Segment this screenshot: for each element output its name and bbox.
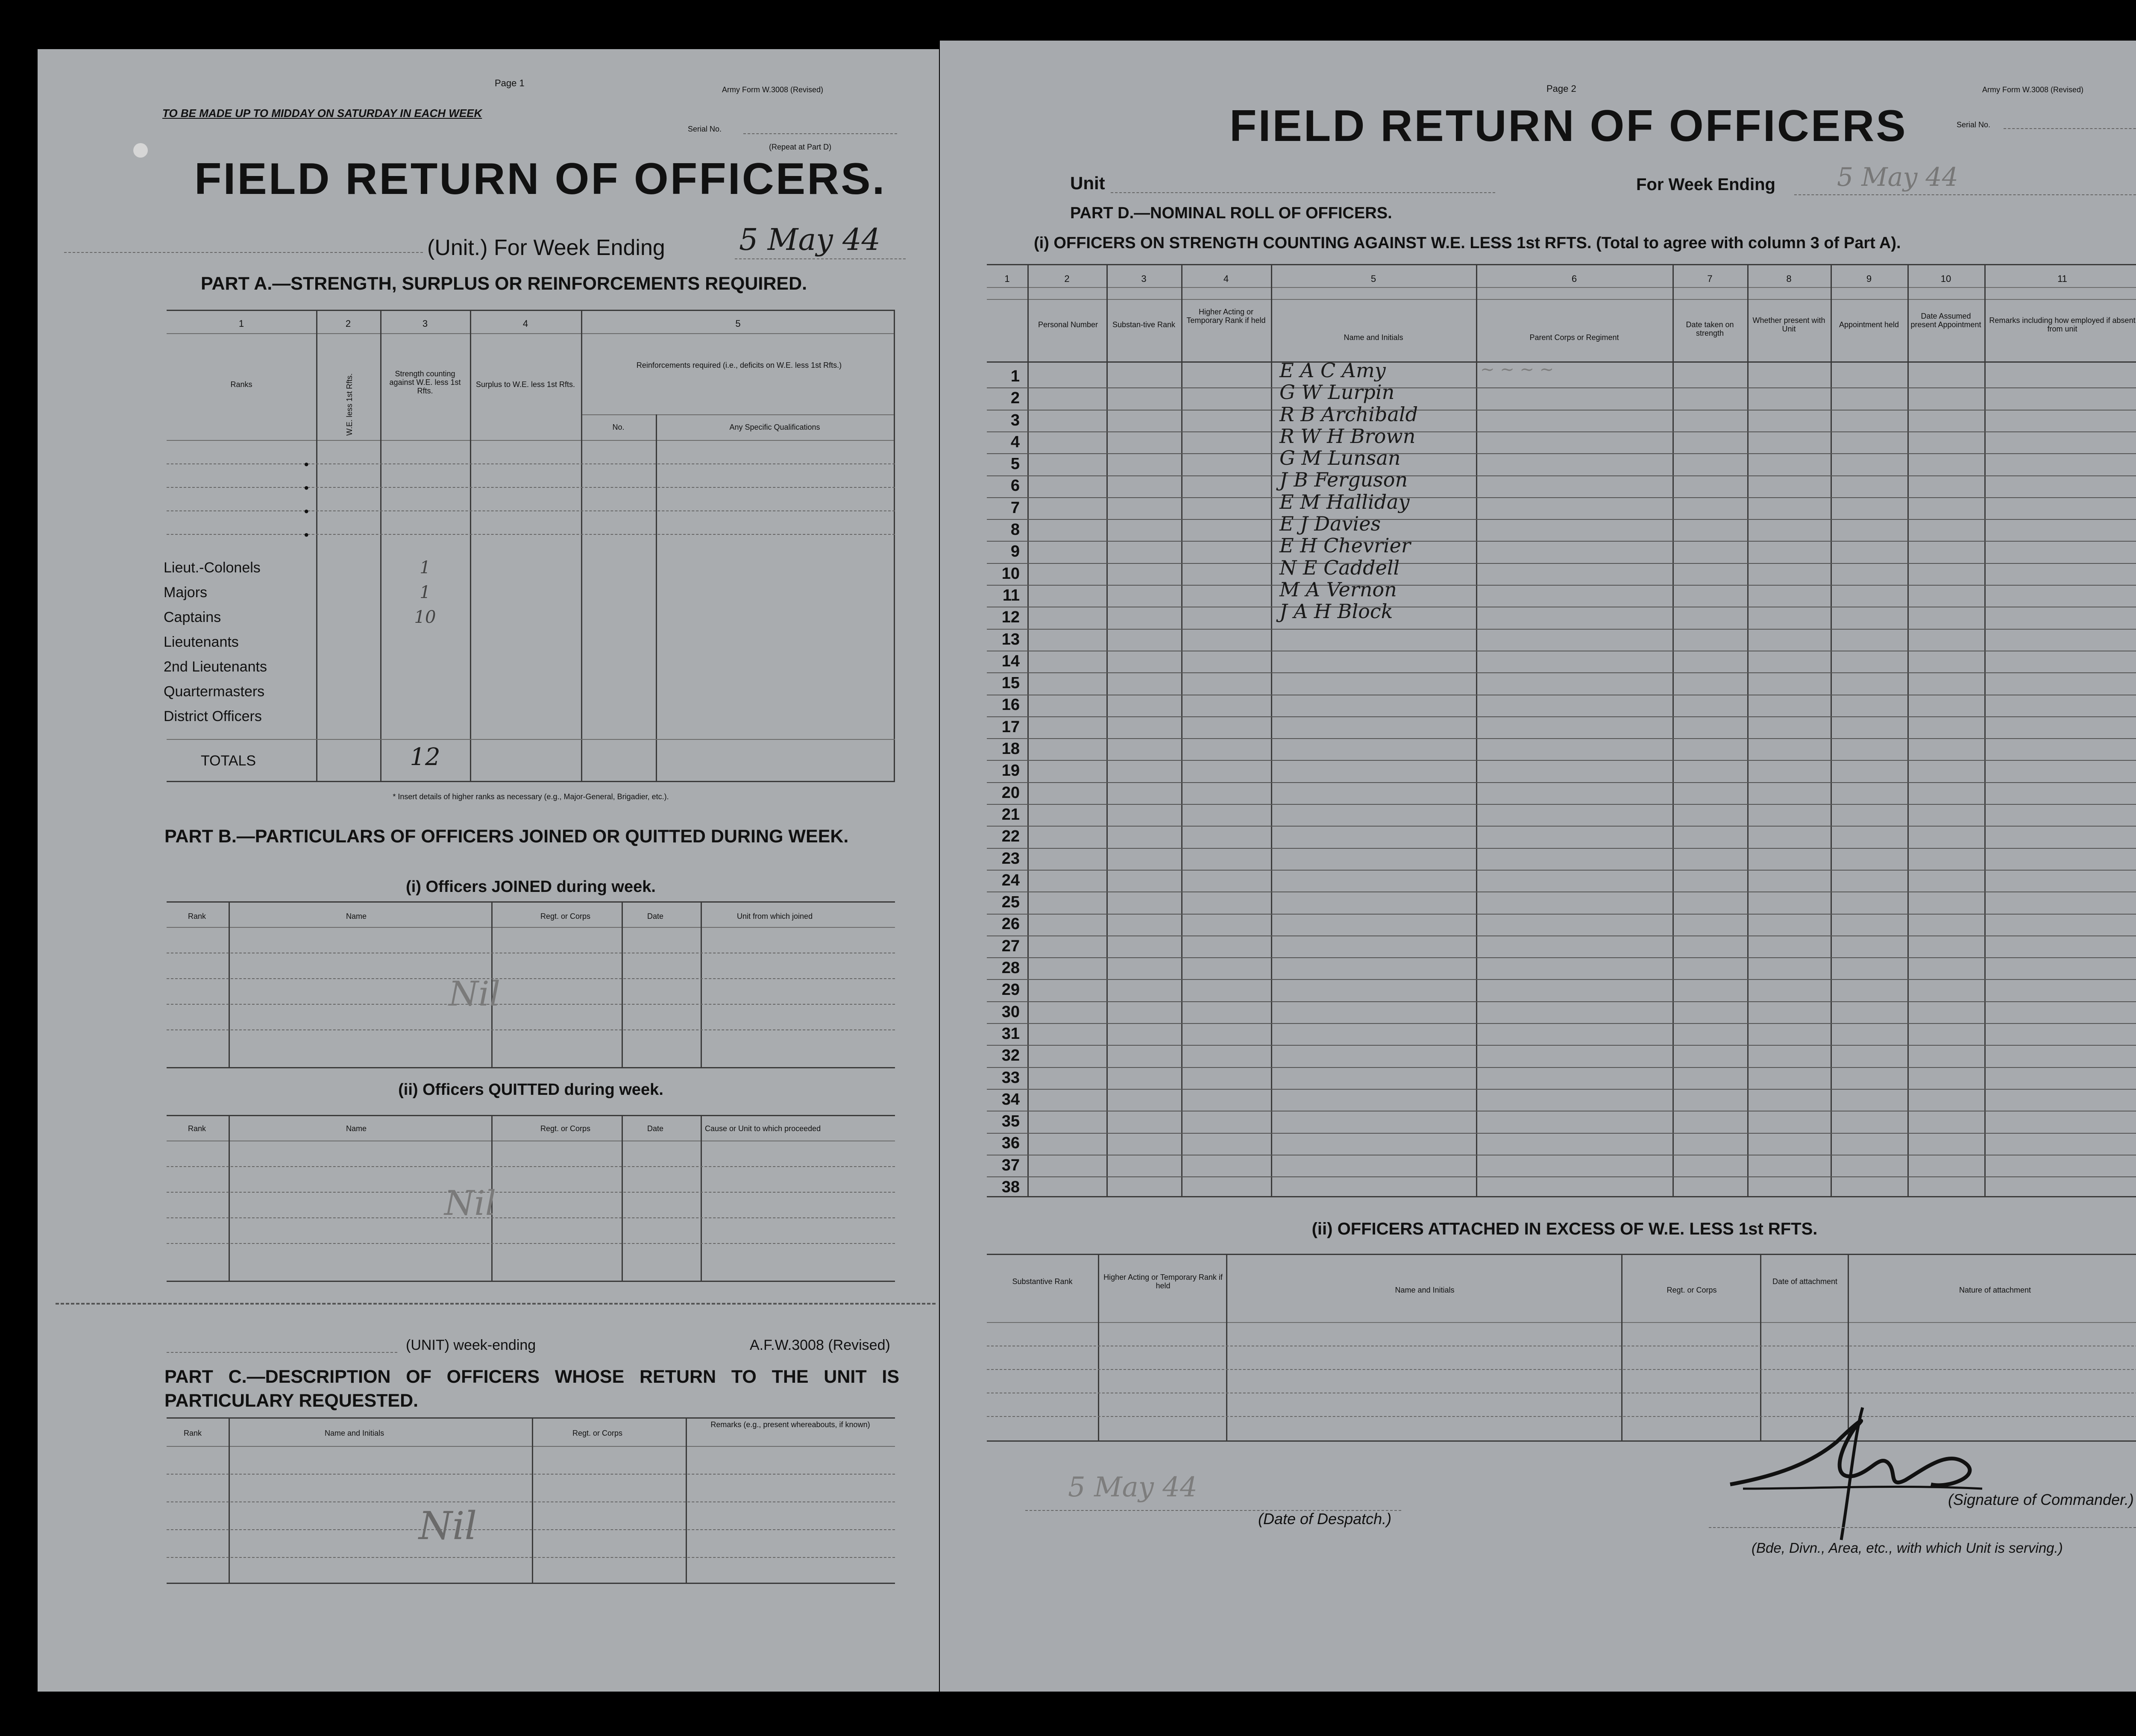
row-rule [987, 541, 2136, 542]
part-d-number-rule [987, 287, 2136, 288]
part-d-col-num: 7 [1707, 273, 1713, 284]
row-rule [987, 410, 2136, 411]
week-ending-value: 5 May 44 [1837, 162, 1958, 192]
part-d-col-line [1907, 264, 1909, 1196]
row-rule [987, 453, 2136, 454]
col-date-taken: Date taken on strength [1686, 320, 1734, 337]
quitted-col-line [701, 1115, 702, 1281]
part-c-row-line [167, 1501, 895, 1502]
row-rule [987, 563, 2136, 564]
strength-value: 1 [420, 583, 431, 602]
row-rule [987, 848, 2136, 849]
row-number: 33 [1001, 1068, 1020, 1087]
unit-week-label: (Unit.) For Week Ending [427, 235, 665, 260]
page-1-title: FIELD RETURN OF OFFICERS. [194, 154, 886, 204]
part-a-col-2-line [316, 310, 317, 782]
row-number: 18 [1001, 740, 1020, 758]
page-2-label: Page 2 [1546, 83, 1576, 94]
row-number: 25 [1001, 893, 1020, 912]
row-number: 9 [1010, 542, 1020, 561]
part-d-col-num: 10 [1940, 273, 1951, 284]
row-number: 34 [1001, 1090, 1020, 1108]
part-d-col-line [1672, 264, 1674, 1196]
row-number: 29 [1001, 981, 1020, 999]
part-c-header-rank: Rank [184, 1429, 202, 1437]
quitted-col-line [622, 1115, 623, 1281]
attached-header-nature: Nature of attachment [1959, 1286, 2031, 1294]
row-number: 3 [1010, 411, 1020, 429]
row-number: 36 [1001, 1134, 1020, 1152]
row-number: 4 [1010, 433, 1020, 451]
part-a-col-num-3: 3 [422, 318, 428, 329]
part-d-sub-i: (i) OFFICERS ON STRENGTH COUNTING AGAINST W.E. LESS 1st RFTS. (Total to agree with column 3 of Part A). [1034, 234, 1901, 252]
joined-header-name: Name [346, 912, 367, 921]
part-d-col-line [1106, 264, 1108, 1196]
row-rule [987, 585, 2136, 586]
week-ending-handwriting: 5 May 44 [739, 222, 881, 257]
insert-marks: • • • • [304, 457, 309, 542]
col-name-initials: Name and Initials [1344, 333, 1403, 342]
row-rule [987, 935, 2136, 936]
col-we-header: W.E. less 1st Rfts. [345, 373, 354, 436]
row-number: 10 [1001, 564, 1020, 583]
part-d-header-rule [987, 361, 2136, 363]
part-c-header-rule [167, 1446, 895, 1447]
page-1-form-id: Army Form W.3008 (Revised) [722, 85, 824, 94]
attached-header-rule [987, 1322, 2136, 1323]
part-c-col-line [686, 1417, 687, 1584]
row-rule [987, 979, 2136, 980]
rank-row: Captains [164, 609, 221, 625]
part-d-col-line [1476, 264, 1477, 1196]
strength-values [380, 555, 470, 630]
col-whether-present: Whether present with Unit [1752, 316, 1825, 333]
col-remarks: Remarks including how employed if absent from unit [1989, 316, 2136, 333]
row-rule [987, 672, 2136, 673]
rank-row: Lieutenants [164, 634, 239, 650]
row-number: 24 [1001, 871, 1020, 889]
row-number: 8 [1010, 521, 1020, 539]
part-c-header-regt: Regt. or Corps [572, 1429, 623, 1437]
row-rule [987, 1001, 2136, 1002]
officer-name: G W Lurpin [1279, 381, 1395, 404]
joined-nil-handwriting: Nil [449, 974, 501, 1014]
part-a-number-rule [167, 333, 895, 334]
part-c-col-line [229, 1417, 230, 1584]
part-a-footnote: * Insert details of higher ranks as necessary (e.g., Major-General, Brigadier, etc.). [393, 792, 669, 801]
quitted-header-cause: Cause or Unit to which proceeded [705, 1124, 821, 1133]
joined-row-line [167, 1029, 895, 1030]
attached-col-line [1226, 1254, 1227, 1442]
part-a-reinf-rule [581, 414, 895, 415]
row-number: 32 [1001, 1047, 1020, 1065]
part-d-col-num: 6 [1571, 273, 1577, 284]
row-rule [987, 716, 2136, 717]
part-d-col-line [1831, 264, 1832, 1196]
part-d-col-line [1984, 264, 1986, 1196]
part-b-title: PART B.—PARTICULARS OF OFFICERS JOINED OR QUITTED DURING WEEK. [164, 826, 849, 847]
row-number: 31 [1001, 1024, 1020, 1043]
row-number: 6 [1010, 477, 1020, 495]
instruction-text: TO BE MADE UP TO MIDDAY ON SATURDAY IN EACH WEEK [162, 107, 482, 120]
totals-label: TOTALS [201, 753, 256, 769]
joined-header-rank: Rank [188, 912, 206, 921]
part-a-col-5-line [581, 310, 582, 782]
officer-name: G M Lunsan [1279, 446, 1401, 470]
row-number: 20 [1001, 783, 1020, 802]
row-number: 13 [1001, 630, 1020, 648]
part-d-col-line [1027, 264, 1029, 1196]
page-2-serial-label: Serial No. [1957, 120, 1991, 129]
row-rule [987, 519, 2136, 520]
joined-col-line [622, 901, 623, 1068]
part-c-nil-handwriting: Nil [419, 1504, 477, 1548]
row-number: 26 [1001, 915, 1020, 933]
rank-row: 2nd Lieutenants [164, 659, 267, 675]
row-number: 38 [1001, 1178, 1020, 1196]
col-date-assumed: Date Assumed present Appointment [1910, 312, 1981, 329]
week-ending-line [735, 258, 906, 259]
unit-line [1111, 192, 1495, 193]
col-reinf-header: Reinforcements required (i.e., deficits on W.E. less 1st Rfts.) [636, 361, 842, 369]
attached-header-higher: Higher Acting or Temporary Rank if held [1103, 1273, 1223, 1290]
row-rule [987, 782, 2136, 783]
quitted-title: (ii) Officers QUITTED during week. [398, 1081, 663, 1099]
col-qual-header: Any Specific Qualifications [729, 423, 820, 431]
quitted-header-regt: Regt. or Corps [540, 1124, 591, 1133]
part-c-title: PART C.—DESCRIPTION OF OFFICERS WHOSE RETURN TO THE UNIT IS PARTICULARY REQUESTED. [164, 1367, 899, 1411]
row-number: 37 [1001, 1156, 1020, 1174]
joined-col-line [701, 901, 702, 1068]
totals-value: 12 [410, 743, 440, 771]
attached-header-regt: Regt. or Corps [1667, 1286, 1717, 1294]
part-c-header-name: Name and Initials [325, 1429, 384, 1437]
part-a-col-3-line [380, 310, 381, 782]
row-rule [987, 804, 2136, 805]
row-rule [987, 475, 2136, 476]
row-number: 27 [1001, 937, 1020, 955]
officer-name: J B Ferguson [1279, 468, 1408, 492]
joined-top-rule [167, 901, 895, 903]
page-1-label: Page 1 [495, 78, 525, 88]
part-c-bottom-rule [167, 1583, 895, 1584]
part-a-col-num-2: 2 [345, 318, 351, 329]
row-rule [987, 738, 2136, 739]
row-rule [987, 1067, 2136, 1068]
part-d-title: PART D.—NOMINAL ROLL OF OFFICERS. [1070, 204, 1392, 222]
part-a-col-5b-line [656, 414, 657, 782]
part-a-row-line [167, 534, 895, 535]
col-personal-number: Personal Number [1038, 320, 1098, 329]
part-a-title: PART A.—STRENGTH, SURPLUS OR REINFORCEMENTS REQUIRED. [201, 273, 807, 294]
officer-name: R W H Brown [1279, 424, 1416, 448]
week-ending-label: For Week Ending [1636, 175, 1775, 194]
ranks-list [164, 555, 267, 729]
col-strength-header: Strength counting against W.E. less 1st Rfts. [389, 369, 461, 395]
part-c-header-remarks: Remarks (e.g., present whereabouts, if known) [710, 1420, 870, 1429]
part-d-col-num: 8 [1786, 273, 1792, 284]
quitted-bottom-rule [167, 1281, 895, 1282]
row-rule [987, 826, 2136, 827]
col-substantive-rank: Substan-tive Rank [1112, 320, 1176, 329]
row-number: 12 [1001, 608, 1020, 627]
officer-name: J A H Block [1279, 600, 1393, 623]
row-number: 30 [1001, 1003, 1020, 1021]
col-higher-rank: Higher Acting or Temporary Rank if held [1186, 308, 1266, 325]
part-c-row-line [167, 1557, 895, 1558]
joined-header-regt: Regt. or Corps [540, 912, 591, 921]
rank-row: Lieut.-Colonels [164, 560, 261, 576]
part-a-col-4-line [470, 310, 471, 782]
col-ranks-header: Ranks [230, 380, 252, 389]
row-rule [987, 629, 2136, 630]
part-a-col-num-4: 4 [522, 318, 528, 329]
part-a-top-rule [167, 310, 895, 311]
row-rule [987, 957, 2136, 958]
row-rule [987, 1045, 2136, 1046]
commander-signature [1726, 1403, 2008, 1544]
quitted-col-line [229, 1115, 230, 1281]
punch-hole [133, 143, 148, 158]
part-d-col-num: 4 [1223, 273, 1229, 284]
date-of-despatch-label: (Date of Despatch.) [1258, 1510, 1392, 1528]
quitted-nil-handwriting: Nil [444, 1183, 496, 1223]
row-rule [987, 760, 2136, 761]
row-number: 17 [1001, 718, 1020, 736]
row-rule [987, 497, 2136, 498]
part-c-col-line [532, 1417, 533, 1584]
officer-name: R B Archibald [1279, 402, 1418, 426]
row-number: 5 [1010, 455, 1020, 473]
row-rule [987, 1023, 2136, 1024]
row-number: 15 [1001, 674, 1020, 692]
bde-label: (Bde, Divn., Area, etc., with which Unit is serving.) [1752, 1540, 2063, 1556]
joined-bottom-rule [167, 1067, 895, 1068]
joined-col-line [229, 901, 230, 1068]
row-number: 23 [1001, 849, 1020, 868]
joined-row-line [167, 1004, 895, 1005]
joined-row-line [167, 978, 895, 979]
col-no-header: No. [612, 423, 625, 431]
quitted-header-name: Name [346, 1124, 367, 1133]
joined-header-unit: Unit from which joined [737, 912, 813, 921]
row-number: 21 [1001, 805, 1020, 824]
quitted-row-line [167, 1166, 895, 1167]
col-parent-corps: Parent Corps or Regiment [1529, 333, 1619, 342]
strength-value: 1 [420, 558, 431, 578]
bde-line [1709, 1527, 2136, 1528]
row-number: 35 [1001, 1112, 1020, 1131]
officer-name: E H Chevrier [1279, 534, 1411, 557]
joined-header-date: Date [647, 912, 664, 921]
row-rule [987, 891, 2136, 892]
attached-col-line [1621, 1254, 1623, 1442]
row-rule [987, 1089, 2136, 1090]
row-number: 1 [1010, 367, 1020, 385]
attached-col-line [1098, 1254, 1099, 1442]
officer-name: E A C Amy [1279, 359, 1386, 382]
part-c-form-id: A.F.W.3008 (Revised) [750, 1337, 890, 1353]
unit-line [64, 252, 423, 253]
part-d-bottom-rule [987, 1196, 2136, 1197]
quitted-row-line [167, 1243, 895, 1244]
part-a-row-line [167, 510, 895, 511]
page-2-title: FIELD RETURN OF OFFICERS [1229, 101, 1907, 151]
part-a-header-rule [167, 440, 895, 441]
rank-row: Quartermasters [164, 683, 265, 700]
part-a-bottom-rule [167, 781, 895, 782]
part-c-unit-line [167, 1352, 397, 1353]
row-number: 11 [1002, 586, 1020, 604]
row-number: 7 [1010, 499, 1020, 517]
row-rule [987, 870, 2136, 871]
serial-line [743, 133, 897, 134]
part-a-row-line [167, 463, 895, 464]
quitted-row-line [167, 1217, 895, 1218]
quitted-header-rank: Rank [188, 1124, 206, 1133]
officer-name: E J Davies [1279, 512, 1381, 536]
attached-row-line [987, 1369, 2136, 1370]
quitted-row-line [167, 1192, 895, 1193]
rank-row: District Officers [164, 708, 262, 724]
officer-name: M A Vernon [1279, 578, 1397, 601]
officer-name: E M Halliday [1279, 490, 1410, 513]
part-d-sub-ii: (ii) OFFICERS ATTACHED IN EXCESS OF W.E. LESS 1st RFTS. [1312, 1220, 1818, 1238]
part-c-row-line [167, 1529, 895, 1530]
row-rule [987, 1176, 2136, 1177]
tear-off-line [56, 1303, 936, 1305]
part-a-right-line [894, 310, 895, 782]
part-a-totals-rule [167, 739, 895, 740]
row-rule [987, 431, 2136, 432]
part-a-row-line [167, 487, 895, 488]
attached-header-date: Date of attachment [1772, 1277, 1838, 1286]
part-c-row-line [167, 1474, 895, 1475]
part-d-number-rule-2 [987, 299, 2136, 300]
part-d-col-line [1181, 264, 1182, 1196]
strength-value: 10 [414, 607, 436, 627]
joined-header-rule [167, 927, 895, 928]
page-1-sheet [38, 49, 939, 1692]
page-2-serial-line [2004, 128, 2136, 129]
part-d-col-num: 2 [1064, 273, 1070, 284]
part-a-col-num-5: 5 [735, 318, 741, 329]
officer-name: N E Caddell [1279, 556, 1400, 579]
part-d-col-line [1747, 264, 1749, 1196]
attached-header-substantive: Substantive Rank [1012, 1277, 1073, 1286]
quitted-top-rule [167, 1115, 895, 1116]
serial-label: Serial No. [688, 125, 722, 133]
part-c-top-rule [167, 1417, 895, 1419]
unit-label: Unit [1070, 173, 1105, 193]
part-d-col-num: 1 [1004, 273, 1010, 284]
row-rule [987, 914, 2136, 915]
col-appointment: Appointment held [1839, 320, 1899, 329]
repeat-note: (Repeat at Part D) [769, 143, 832, 151]
part-a-col-num-1: 1 [238, 318, 244, 329]
part-d-top-rule [987, 264, 2136, 265]
row-rule [987, 387, 2136, 388]
officer-names [1279, 360, 1476, 623]
row-number: 16 [1001, 696, 1020, 714]
faint-mark: ~ ~ ~ ~ [1480, 360, 1554, 379]
page-2-form-id: Army Form W.3008 (Revised) [1982, 85, 2084, 94]
row-number: 19 [1001, 762, 1020, 780]
joined-title: (i) Officers JOINED during week. [406, 878, 656, 896]
quitted-header-date: Date [647, 1124, 664, 1133]
rank-row: Majors [164, 584, 208, 601]
part-d-col-num: 5 [1370, 273, 1376, 284]
attached-header-name: Name and Initials [1395, 1286, 1455, 1294]
part-d-col-line [1271, 264, 1272, 1196]
parent-corps-handwriting [1480, 359, 1554, 381]
row-number: 22 [1001, 827, 1020, 846]
signature-label: (Signature of Commander.) [1948, 1491, 2134, 1508]
row-number: 2 [1010, 389, 1020, 408]
col-surplus-header: Surplus to W.E. less 1st Rfts. [475, 380, 575, 389]
date-of-despatch-handwriting: 5 May 44 [1068, 1472, 1197, 1503]
part-d-col-num: 9 [1866, 273, 1872, 284]
attached-top-rule [987, 1254, 2136, 1255]
row-number: 28 [1001, 959, 1020, 977]
part-d-col-num: 11 [2057, 273, 2067, 284]
part-c-unit-label: (UNIT) week-ending [406, 1337, 536, 1353]
part-d-col-num: 3 [1141, 273, 1147, 284]
row-number: 14 [1001, 652, 1020, 670]
row-rule [987, 1133, 2136, 1134]
week-ending-line [1794, 194, 2136, 195]
